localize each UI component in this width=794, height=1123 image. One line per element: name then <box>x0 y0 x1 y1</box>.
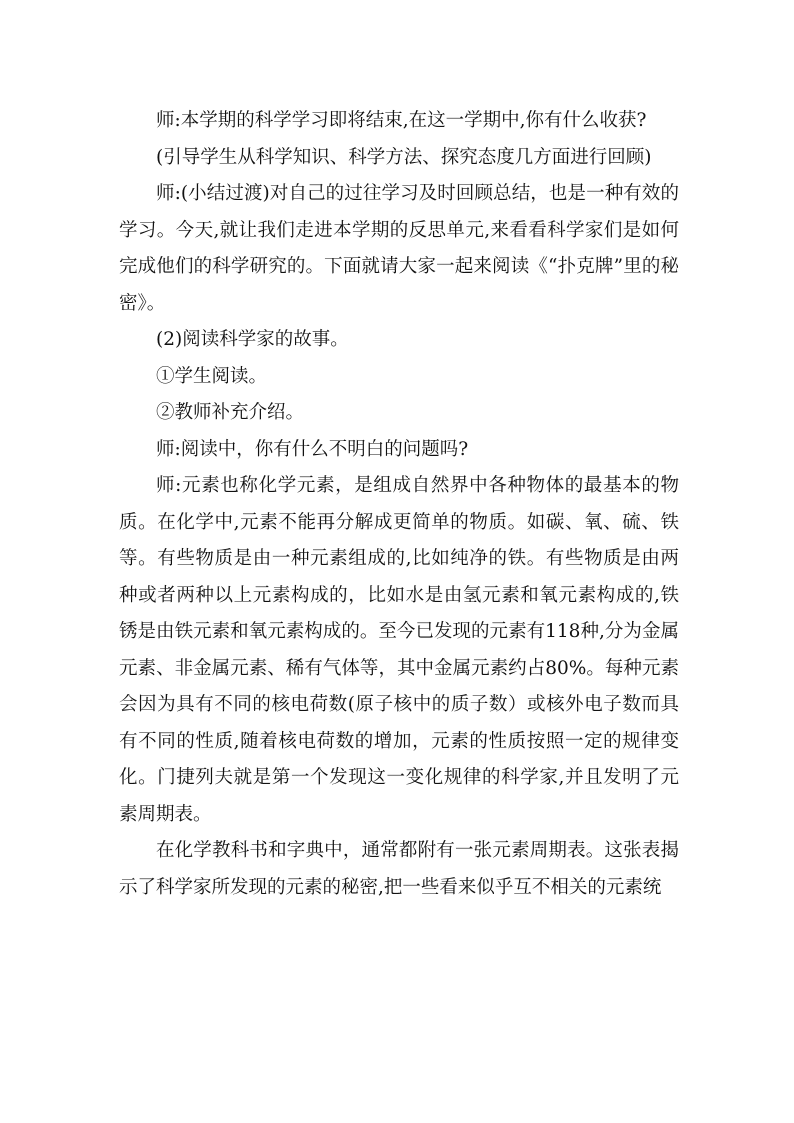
paragraph-teacher-intro: ②教师补充介绍。 <box>156 402 305 423</box>
paragraph-teacher-question: 师:本学期的科学学习即将结束,在这一学期中,你有什么收获? <box>156 110 647 131</box>
document-body <box>119 103 679 906</box>
paragraph-student-reading: ①学生阅读。 <box>156 365 268 387</box>
paragraph-periodic-table: 在化学教科书和字典中，通常都附有一张元素周期表。这张表揭示了科学家所发现的元素的秘密,把一些看来似乎互不相关的元素统 <box>119 840 679 898</box>
paragraph-teacher-ask: 师:阅读中，你有什么不明白的问题吗? <box>156 438 469 460</box>
paragraph-reading-step: (2)阅读科学家的故事。 <box>156 329 349 350</box>
paragraph-element-explanation: 师:元素也称化学元素，是组成自然界中各种物体的最基本的物质。在化学中,元素不能再分解成更简单的物质。如碳、氧、硫、铁等。有些物质是由一种元素组成的,比如纯净的铁。有些物质是由两种或者两种以上元素构成的，比如水是由氢元素和氧元素构成的,铁锈是由铁元素和氧元素构成的。至今已发现的元素有118种,分为金属元素、非金属元素、稀有气体等，其中金属元素约占80%。每种元素会因为具有不同的核电荷数(原子核中的质子数）或核外电子数而具有不同的性质,随着核电荷数的增加，元素的性质按照一定的规律变化。门捷列夫就是第一个发现这一变化规律的科学家,并且发明了元素周期表。 <box>119 475 679 825</box>
paragraph-guide-note: (引导学生从科学知识、科学方法、探究态度几方面进行回顾) <box>156 146 652 168</box>
paragraph-transition: 师:(小结过渡)对自己的过往学习及时回顾总结，也是一种有效的学习。今天,就让我们走进本学期的反思单元,来看看科学家们是如何完成他们的科学研究的。下面就请大家一起来阅读《“扑克牌”里的秘密》。 <box>119 183 679 314</box>
